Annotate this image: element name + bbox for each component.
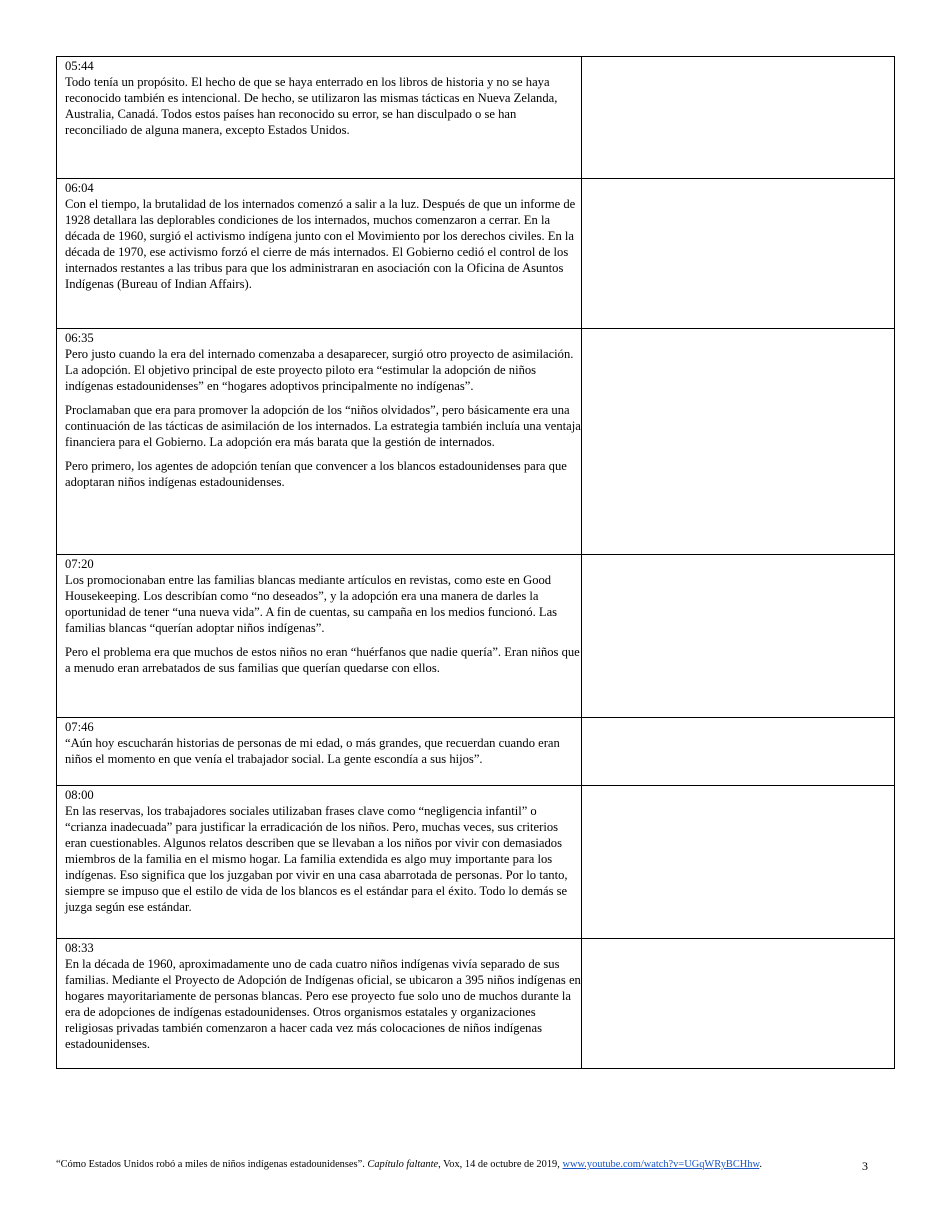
- notes-cell[interactable]: [582, 555, 895, 718]
- transcript-cell: [57, 329, 582, 555]
- notes-cell[interactable]: [582, 786, 895, 939]
- timestamp: 06:35: [65, 331, 94, 345]
- transcript-table: [56, 56, 895, 1069]
- citation-details: , Vox, 14 de octubre de 2019,: [438, 1159, 560, 1170]
- notes-cell[interactable]: [582, 718, 895, 786]
- timestamp: 08:00: [65, 788, 94, 802]
- table-row: [57, 555, 895, 718]
- timestamp: 08:33: [65, 941, 94, 955]
- page-number: 3: [862, 1159, 868, 1173]
- transcript-paragraph: Pero primero, los agentes de adopción tenían que convencer a los blancos estadounidenses para que adoptaran niños indígenas estadounidenses.: [65, 459, 567, 489]
- notes-cell[interactable]: [582, 329, 895, 555]
- transcript-cell: [57, 555, 582, 718]
- transcript-paragraph: Proclamaban que era para promover la adopción de los “niños olvidados”, pero básicamente era una continuación de las tácticas de asimilación de los internados. La estrategia también incluía una ventaja financiera para el Gobierno. La adopción era más barata que la gestión de internados.: [65, 403, 581, 449]
- transcript-paragraph: Pero justo cuando la era del internado comenzaba a desaparecer, surgió otro proyecto de asimilación. La adopción. El objetivo principal de este proyecto piloto era “estimular la adopción de niños indígenas estadounidenses” en “hogares adoptivos principalmente no indígenas”.: [65, 347, 574, 393]
- transcript-paragraph: Todo tenía un propósito. El hecho de que se haya enterrado en los libros de historia y no se haya reconocido también es intencional. De hecho, se utilizaron las mismas tácticas en Nueva Zelanda, Australia, Canadá. Todos estos países han reconocido su error, se han disculpado o se han reconciliado de alguna manera, excepto Estados Unidos.: [65, 75, 558, 137]
- transcript-cell: [57, 718, 582, 786]
- notes-cell[interactable]: [582, 179, 895, 329]
- timestamp: 07:46: [65, 720, 94, 734]
- notes-cell[interactable]: [582, 57, 895, 179]
- table-row: [57, 57, 895, 179]
- table-row: [57, 939, 895, 1069]
- transcript-paragraph: Con el tiempo, la brutalidad de los internados comenzó a salir a la luz. Después de que un informe de 1928 detallara las deplorables condiciones de los internados, muchos comenzaron a cerrar. En la década de 1960, surgió el activismo indígena junto con el Movimiento por los derechos civiles. En la década de 1970, ese activismo forzó el cierre de más internados. El Gobierno cedió el control de los internados restantes a las tribus para que los administraran en asociación con la Oficina de Asuntos Indígenas (Bureau of Indian Affairs).: [65, 197, 576, 291]
- table-row: [57, 329, 895, 555]
- transcript-paragraph: En la década de 1960, aproximadamente uno de cada cuatro niños indígenas vivía separado de sus familias. Mediante el Proyecto de Adopción de Indígenas oficial, se ubicaron a 395 niños indígenas en hogares mayoritariamente de personas blancas. Pero ese proyecto fue solo uno de muchos durante la era de adopciones de indígenas estadounidenses. Otros organismos estatales y organizaciones religiosas privadas también comenzaron a hacer cada vez más colocaciones de niños indígenas estadounidenses.: [65, 957, 581, 1051]
- transcript-paragraph: Los promocionaban entre las familias blancas mediante artículos en revistas, como este en Good Housekeeping. Los describían como “no deseados”, y la adopción era una manera de darles la oportunidad de tener “una nueva vida”. A fin de cuentas, su campaña en los medios funcionó. Las familias blancas “querían adoptar niños indígenas”.: [65, 573, 558, 635]
- source-link[interactable]: www.youtube.com/watch?v=UGqWRyBCHhw: [562, 1159, 760, 1170]
- citation-end: .: [759, 1159, 762, 1170]
- source-citation: [56, 1158, 816, 1172]
- transcript-paragraph: “Aún hoy escucharán historias de personas de mi edad, o más grandes, que recuerdan cuando eran niños el momento en que venía el trabajador social. La gente escondía a sus hijos”.: [65, 736, 560, 766]
- transcript-cell: [57, 786, 582, 939]
- table-row: [57, 786, 895, 939]
- table-row: [57, 179, 895, 329]
- citation-title: “Cómo Estados Unidos robó a miles de niños indígenas estadounidenses”.: [56, 1159, 365, 1170]
- timestamp: 05:44: [65, 59, 94, 73]
- citation-series: Capítulo faltante: [367, 1159, 439, 1170]
- transcript-cell: [57, 179, 582, 329]
- transcript-paragraph: En las reservas, los trabajadores sociales utilizaban frases clave como “negligencia infantil” o “crianza inadecuada” para justificar la erradicación de los niños. Pero, muchas veces, sus criterios eran cuestionables. Algunos relatos describen que se llevaban a los niños por vivir con demasiados miembros de la familia en el mismo hogar. La familia extendida es algo muy importante para los indígenas. Eso significa que los juzgaban por vivir en una casa abarrotada de personas. Por lo tanto, siempre se impuso que el estilo de vida de los blancos es el estándar para el éxito. Todo lo demás se juzga según ese estándar.: [65, 804, 568, 914]
- table-row: [57, 718, 895, 786]
- timestamp: 07:20: [65, 557, 94, 571]
- transcript-cell: [57, 57, 582, 179]
- timestamp: 06:04: [65, 181, 94, 195]
- notes-cell[interactable]: [582, 939, 895, 1069]
- transcript-cell: [57, 939, 582, 1069]
- transcript-paragraph: Pero el problema era que muchos de estos niños no eran “huérfanos que nadie quería”. Eran niños que a menudo eran arrebatados de sus familias que querían quedarse con ellos.: [65, 645, 580, 675]
